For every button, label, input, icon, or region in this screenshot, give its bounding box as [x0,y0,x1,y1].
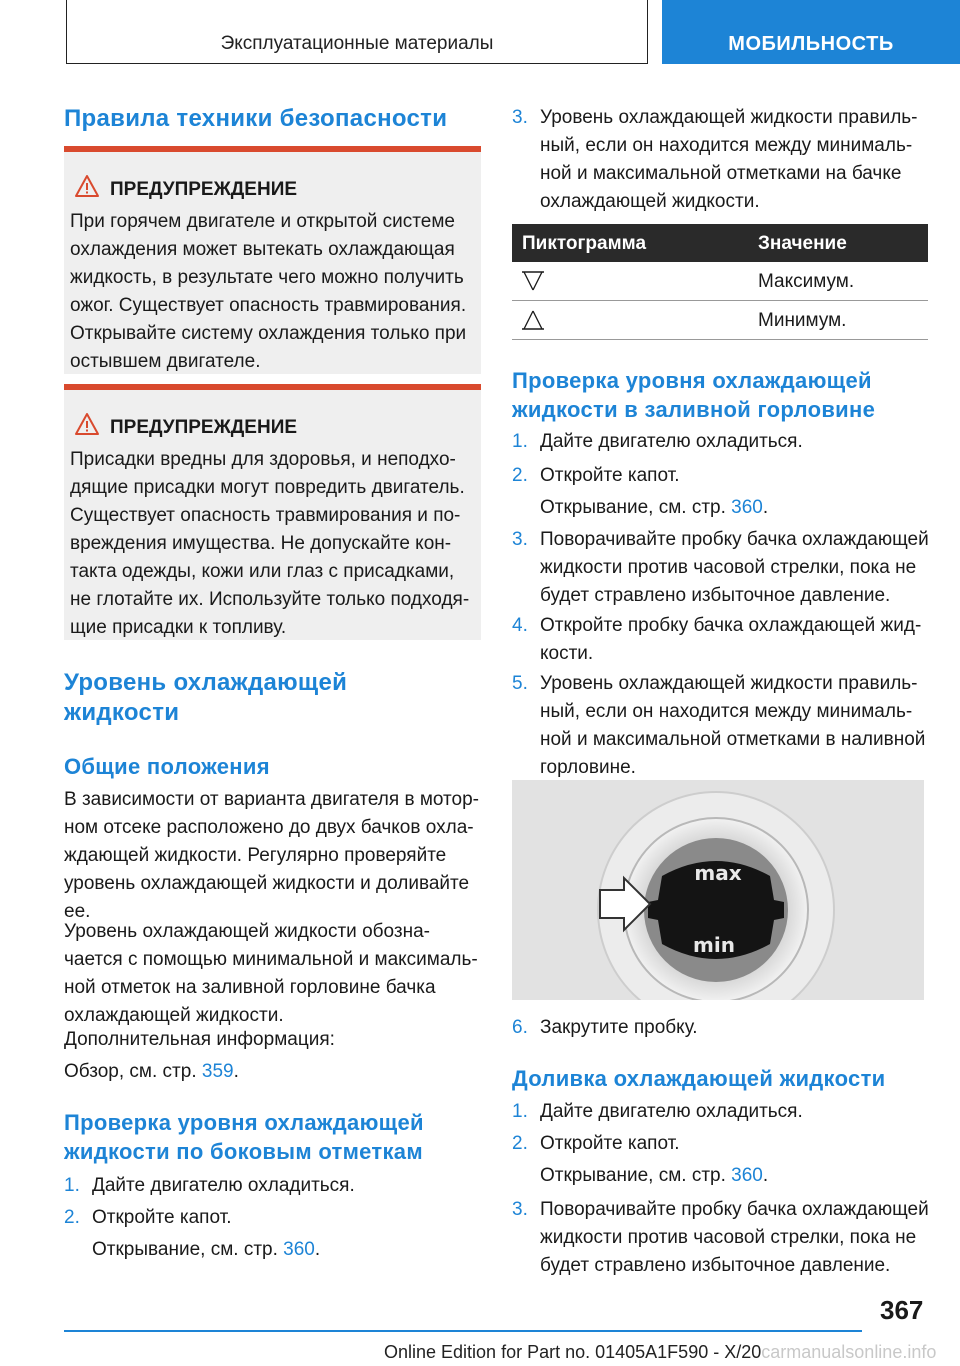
paragraph-line: ее. [64,901,91,922]
table-row [512,262,928,301]
step-number: 1. [64,1175,80,1196]
warning-title: ПРЕДУПРЕЖДЕНИЕ [110,179,298,200]
warning-line: Присадки вредны для здоровья, и неподхо- [70,449,456,470]
step-line: будет стравлено избыточное давление. [540,1255,891,1276]
step-number: 2. [512,1133,528,1154]
step-line: ной и максимальной отметками на бачке [540,163,902,184]
paragraph-line: ной отметок на заливной горловине бачка [64,977,436,998]
min-mark-icon [520,309,546,331]
table-cell-value: Минимум. [758,310,847,331]
header-section-box [66,0,648,64]
step-text [540,670,925,782]
table-header [512,224,928,262]
warning-box-1 [64,146,481,374]
open-hood-reference [540,494,768,522]
warning-line: охлаждения может вытекать охлаждающая [70,239,455,260]
warning-triangle-icon [74,412,100,436]
step-line: жидкости против часовой стрелки, пока не [540,557,917,578]
overview-reference [64,1058,239,1086]
paragraph-line: чается с помощью минимальной и максималь- [64,949,478,970]
reference-text: Открывание, см. стр. [540,497,732,518]
warning-text [70,446,480,642]
step-text: Дайте двигателю охладиться. [92,1175,355,1196]
column-header: Значение [758,233,847,254]
step-line: Поворачивайте пробку бачка охлаждающей [540,1199,929,1220]
side-check-title [64,1108,424,1166]
step-line: ный, если он находится между минималь- [540,701,913,722]
warning-title: ПРЕДУПРЕЖДЕНИЕ [110,417,298,438]
general-paragraph-2 [64,918,478,1030]
reference-suffix: . [233,1061,239,1082]
warning-triangle-icon [74,174,100,198]
warning-line: не глотайте их. Используйте только подходя- [70,589,470,610]
step-line: Откройте пробку бачка охлаждающей жид- [540,615,922,636]
step-number: 4. [512,615,528,636]
step-number: 3. [512,529,528,550]
table-row [512,301,928,340]
side-check-title-line: Проверка уровня охлаждающей [64,1110,424,1135]
coolant-level-title-line: Уровень охлаждающей [64,669,348,696]
max-label: max [694,861,742,885]
step-line: горловине. [540,757,636,778]
warning-line: жидкость, в результате чего можно получить [70,267,464,288]
step-number: 3. [512,107,528,128]
paragraph-line: ном отсеке расположено до двух бачков охла- [64,817,474,838]
step-text: Откройте капот. [92,1207,232,1228]
header-chapter-label: МОБИЛЬНОСТЬ [728,33,894,55]
step-text: Откройте капот. [540,1133,680,1154]
step-text: Дайте двигателю охладиться. [540,431,803,452]
step-line: жидкости против часовой стрелки, пока не [540,1227,917,1248]
warning-line: щие присадки к топливу. [70,617,287,638]
edition-text: Online Edition for Part no. 01405A1F590 - X/20 [384,1342,762,1362]
paragraph-line: уровень охлаждающей жидкости и доливайте [64,873,470,894]
reference-suffix: . [762,497,769,518]
hood-page-link[interactable]: 360 [283,1239,315,1260]
warning-line: ожог. Существует опасность травмирования. [70,295,467,316]
topup-title: Доливка охлаждающей жидкости [512,1066,886,1091]
step-number: 1. [512,431,528,452]
footer-divider [64,1330,862,1332]
reference-text: Открывание, см. стр. [540,1165,732,1186]
min-label: min [693,933,735,957]
step-text [540,526,929,610]
filler-check-title-line: жидкости в заливной горловине [512,397,876,422]
step-line: Поворачивайте пробку бачка охлаждающей [540,529,929,550]
filler-check-title [512,366,875,424]
step-line: ной и максимальной отметками в наливной [540,729,926,750]
reference-suffix: . [762,1165,769,1186]
side-check-title-line: жидкости по боковым отметкам [64,1139,423,1164]
step-line: будет стравлено избыточное давление. [540,585,891,606]
warning-box-2 [64,384,481,640]
paragraph-line: охлаждающей жидкости. [64,1005,284,1026]
warning-line: Открывайте систему охлаждения только при [70,323,467,344]
open-hood-reference [540,1162,768,1190]
filler-neck-photo [512,780,924,1000]
warning-line: Существует опасность травмирования и по- [70,505,461,526]
paragraph-line: В зависимости от варианта двигателя в мотор- [64,789,479,810]
overview-page-link[interactable]: 359 [201,1061,234,1082]
step-line: кости. [540,643,594,664]
step-number: 5. [512,673,528,694]
step-number: 1. [512,1101,528,1122]
coolant-level-title-line: жидкости [64,699,180,726]
warning-line: остывшем двигателе. [70,351,261,372]
step-text [540,1196,929,1280]
filler-check-title-line: Проверка уровня охлаждающей [512,368,872,393]
step-text: Откройте капот. [540,465,680,486]
header-chapter-tab[interactable] [662,0,960,64]
step-line: Уровень охлаждающей жидкости правиль- [540,673,918,694]
step-number: 2. [512,465,528,486]
reference-suffix: . [314,1239,321,1260]
step-line: охлаждающей жидкости. [540,191,760,212]
warning-line: такта одежды, кожи или глаз с присадками, [70,561,455,582]
max-mark-icon [520,270,546,292]
page-number: 367 [880,1295,924,1325]
reference-text: Открывание, см. стр. [92,1239,284,1260]
column-header: Пиктограмма [522,233,647,254]
general-title: Общие положения [64,754,270,779]
step-text: Закрутите пробку. [540,1017,698,1038]
paragraph-line: Уровень охлаждающей жидкости обозна- [64,921,430,942]
step-line: ный, если он находится между минималь- [540,135,913,156]
safety-rules-title: Правила техники безопасности [64,105,448,132]
step-text: Дайте двигателю охладиться. [540,1101,803,1122]
hood-page-link[interactable]: 360 [731,497,763,518]
hood-page-link[interactable]: 360 [731,1165,763,1186]
step-line: Уровень охлаждающей жидкости правиль- [540,107,918,128]
reference-text: Обзор, см. стр. [64,1061,202,1082]
warning-line: вреждения имущества. Не допускайте кон- [70,533,452,554]
coolant-level-title [64,668,347,728]
step-number: 2. [64,1207,80,1228]
paragraph-line: ждающей жидкости. Регулярно проверяйте [64,845,447,866]
watermark-text: carmanualsonline.info [761,1342,937,1362]
step-text [540,612,921,668]
step-number: 3. [512,1199,528,1220]
filler-neck-illustration [512,780,924,1000]
table-cell-value: Максимум. [758,271,855,292]
warning-text [70,208,480,376]
step-number: 6. [512,1017,528,1038]
header-section-title: Эксплуатационные материалы [220,33,494,54]
step-text [540,104,918,216]
warning-line: дящие присадки могут повредить двигатель. [70,477,465,498]
general-paragraph-1 [64,786,479,926]
additional-info-label: Дополнительная информация: [64,1029,335,1050]
open-hood-reference [92,1236,320,1264]
warning-line: При горячем двигателе и открытой системе [70,211,455,232]
